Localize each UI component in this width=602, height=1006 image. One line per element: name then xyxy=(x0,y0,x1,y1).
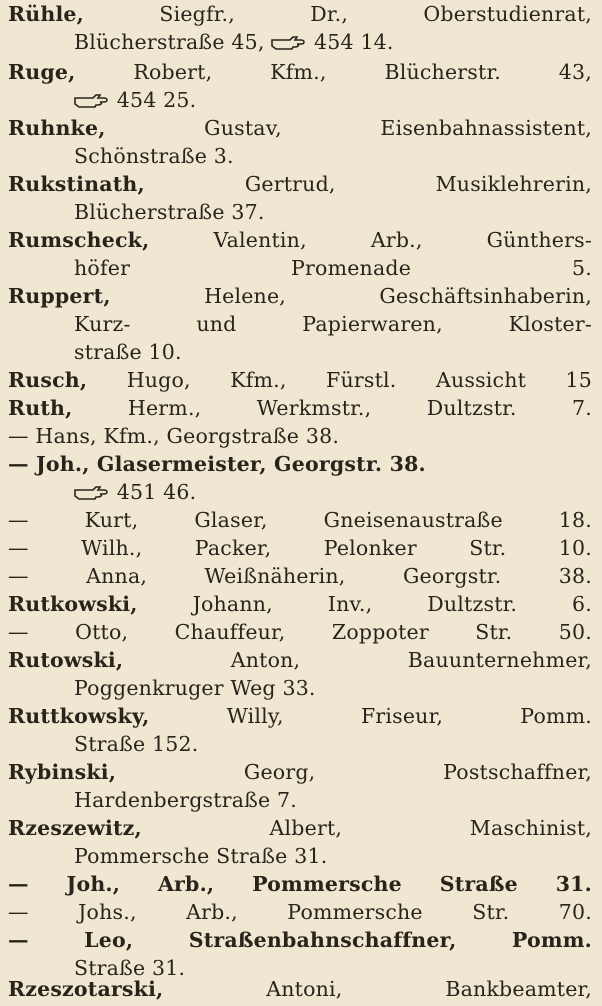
entry-line: Rzeszewitz, Albert, Maschinist, xyxy=(8,816,592,840)
entry-text: — Johs., Arb., Pommersche Str. 70. xyxy=(8,900,592,924)
entry-line xyxy=(8,928,592,953)
entry-line: höfer Promenade 5. xyxy=(74,256,592,280)
entry-line xyxy=(8,340,592,365)
entry-text: Straße 31. xyxy=(74,956,186,980)
entry-line xyxy=(8,536,592,561)
entry-line: Rusch, Hugo, Kfm., Fürstl. Aussicht 15 xyxy=(8,368,592,392)
entry-text: — Leo, Straßenbahnschaffner, Pomm. xyxy=(8,928,592,952)
entry-line xyxy=(8,144,592,169)
entry-line xyxy=(8,900,592,925)
entry-line xyxy=(8,452,592,477)
entry-text: Hardenbergstraße 7. xyxy=(74,788,298,812)
entry-text: Poggenkruger Weg 33. xyxy=(74,676,316,700)
entry-text: — Joh., Glasermeister, Georgstr. 38. xyxy=(8,452,426,476)
entry-line xyxy=(8,312,592,337)
entry-line: Rzeszotarski, Antoni, Bankbeamter, xyxy=(8,977,592,1001)
telephone-pointing-hand-icon xyxy=(74,94,108,108)
entry-text: — Otto, Chauffeur, Zoppoter Str. 50. xyxy=(8,620,592,644)
entry-line xyxy=(8,2,592,27)
entry-text: straße 10. xyxy=(74,340,182,364)
entry-text: — Anna, Weißnäherin, Georgstr. 38. xyxy=(8,564,592,588)
entry-line xyxy=(8,676,592,701)
entry-text: — Kurt, Glaser, Gneisenaustraße 18. xyxy=(8,508,592,532)
entry-text: Schönstraße 3. xyxy=(74,144,234,168)
entry-line xyxy=(8,788,592,813)
telephone-pointing-hand-icon xyxy=(74,486,108,500)
entry-line xyxy=(8,872,592,897)
entry-line: Rukstinath, Gertrud, Musiklehrerin, xyxy=(8,172,592,196)
entry-line: Ruppert, Helene, Geschäftsinhaberin, xyxy=(8,284,592,308)
entry-line xyxy=(8,564,592,589)
entry-text: — Wilh., Packer, Pelonker Str. 10. xyxy=(8,536,592,560)
entry-line xyxy=(8,508,592,533)
entry-line: 451 46. xyxy=(8,480,592,505)
telephone-pointing-hand-icon xyxy=(271,36,305,50)
entry-text: Kurz- und Papierwaren, Kloster- xyxy=(74,312,592,336)
entry-line xyxy=(8,732,592,757)
entry-line: Blücherstraße 45, 454 14. xyxy=(74,30,394,54)
entry-line xyxy=(8,424,592,449)
directory-page xyxy=(8,2,592,1002)
entry-line: Ruttkowsky, Willy, Friseur, Pomm. xyxy=(8,704,592,728)
entry-line: Rybinski, Georg, Postschaffner, xyxy=(8,760,592,784)
entry-line: Ruhnke, Gustav, Eisenbahnassistent, xyxy=(8,116,592,140)
surname: Rühle, xyxy=(8,2,85,26)
entry-line: Ruth, Herm., Werkmstr., Dultzstr. 7. xyxy=(8,396,592,420)
entry-line xyxy=(8,200,592,225)
entry-text: — Hans, Kfm., Georgstraße 38. xyxy=(8,424,340,448)
entry-line xyxy=(8,844,592,869)
entry-text: Blücherstraße 37. xyxy=(74,200,265,224)
entry-line: 454 25. xyxy=(8,88,592,113)
entry-text: Straße 152. xyxy=(74,732,199,756)
entry-line xyxy=(8,620,592,645)
entry-rest: Siegfr., Dr., Oberstudienrat, xyxy=(159,2,592,26)
entry-line: Ruge, Robert, Kfm., Blücherstr. 43, xyxy=(8,60,592,84)
entry-text: Pommersche Straße 31. xyxy=(74,844,328,868)
entry-line: Rutkowski, Johann, Inv., Dultzstr. 6. xyxy=(8,592,592,616)
entry-line: Rutowski, Anton, Bauunternehmer, xyxy=(8,648,592,672)
entry-line: Rumscheck, Valentin, Arb., Günthers- xyxy=(8,228,592,252)
entry-text: — Joh., Arb., Pommersche Straße 31. xyxy=(8,872,592,896)
